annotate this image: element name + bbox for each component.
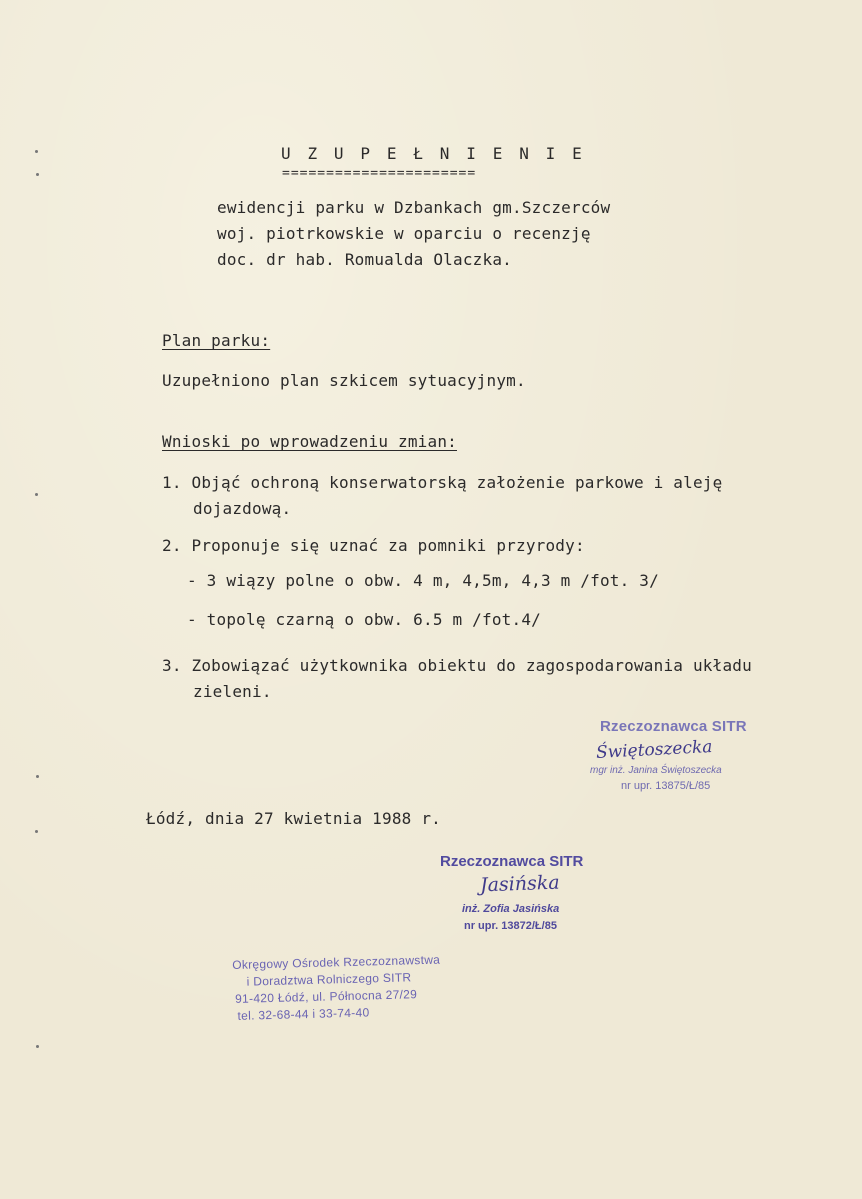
intro-line-2: woj. piotrkowskie w oparciu o recenzję — [217, 224, 591, 243]
margin-dot — [36, 173, 39, 176]
office-stamp-line-4: tel. 32-68-44 i 33-74-40 — [237, 1005, 370, 1023]
stamp-2-title: Rzeczoznawca SITR — [440, 853, 584, 870]
conclusion-2-sub-2: - topolę czarną o obw. 6.5 m /fot.4/ — [187, 610, 541, 629]
margin-dot — [36, 775, 39, 778]
stamp-1-registration: nr upr. 13875/Ł/85 — [621, 780, 711, 792]
conclusion-2-sub-1: - 3 wiązy polne o obw. 4 m, 4,5m, 4,3 m /fot. 3/ — [187, 571, 659, 590]
stamp-2-name: inż. Zofia Jasińska — [462, 903, 560, 915]
conclusion-1-line-1: 1. Objąć ochroną konserwatorską założenie parkowe i aleję — [162, 473, 723, 492]
margin-dot — [35, 830, 38, 833]
intro-line-1: ewidencji parku w Dzbankach gm.Szczerców — [217, 198, 611, 217]
office-stamp-line-3: 91-420 Łódź, ul. Północna 27/29 — [234, 987, 418, 1006]
stamp-2-registration: nr upr. 13872/Ł/85 — [464, 920, 557, 932]
margin-dot — [35, 150, 38, 153]
conclusion-3-line-2: zieleni. — [193, 682, 272, 701]
margin-dot — [35, 493, 38, 496]
stamp-1-signature: Świętoszecka — [595, 736, 713, 764]
conclusion-1-line-2: dojazdową. — [193, 499, 292, 518]
title-double-rule: ====================== — [282, 166, 477, 181]
expert-stamp-1 — [590, 718, 796, 798]
intro-line-3: doc. dr hab. Romualda Olaczka. — [217, 250, 512, 269]
conclusion-2: 2. Proponuje się uznać za pomniki przyrody: — [162, 536, 585, 555]
stamp-1-name: mgr inż. Janina Świętoszecka — [590, 765, 722, 776]
date-line: Łódź, dnia 27 kwietnia 1988 r. — [146, 809, 441, 828]
plan-heading: Plan parku: — [162, 331, 271, 350]
conclusions-heading: Wnioski po wprowadzeniu zmian: — [162, 432, 457, 451]
office-stamp — [232, 952, 441, 1025]
plan-text: Uzupełniono plan szkicem sytuacyjnym. — [162, 371, 526, 390]
stamp-2-signature: Jasińska — [479, 871, 560, 897]
conclusion-3-line-1: 3. Zobowiązać użytkownika obiektu do zagospodarowania układu — [162, 656, 752, 675]
expert-stamp-2 — [440, 853, 640, 938]
stamp-1-title: Rzeczoznawca SITR — [600, 718, 747, 735]
office-stamp-line-1: Okręgowy Ośrodek Rzeczoznawstwa — [232, 952, 441, 972]
document-title: U Z U P E Ł N I E N I E — [281, 144, 586, 163]
office-stamp-line-2: i Doradztwa Rolniczego SITR — [246, 970, 412, 989]
margin-dot — [36, 1045, 39, 1048]
